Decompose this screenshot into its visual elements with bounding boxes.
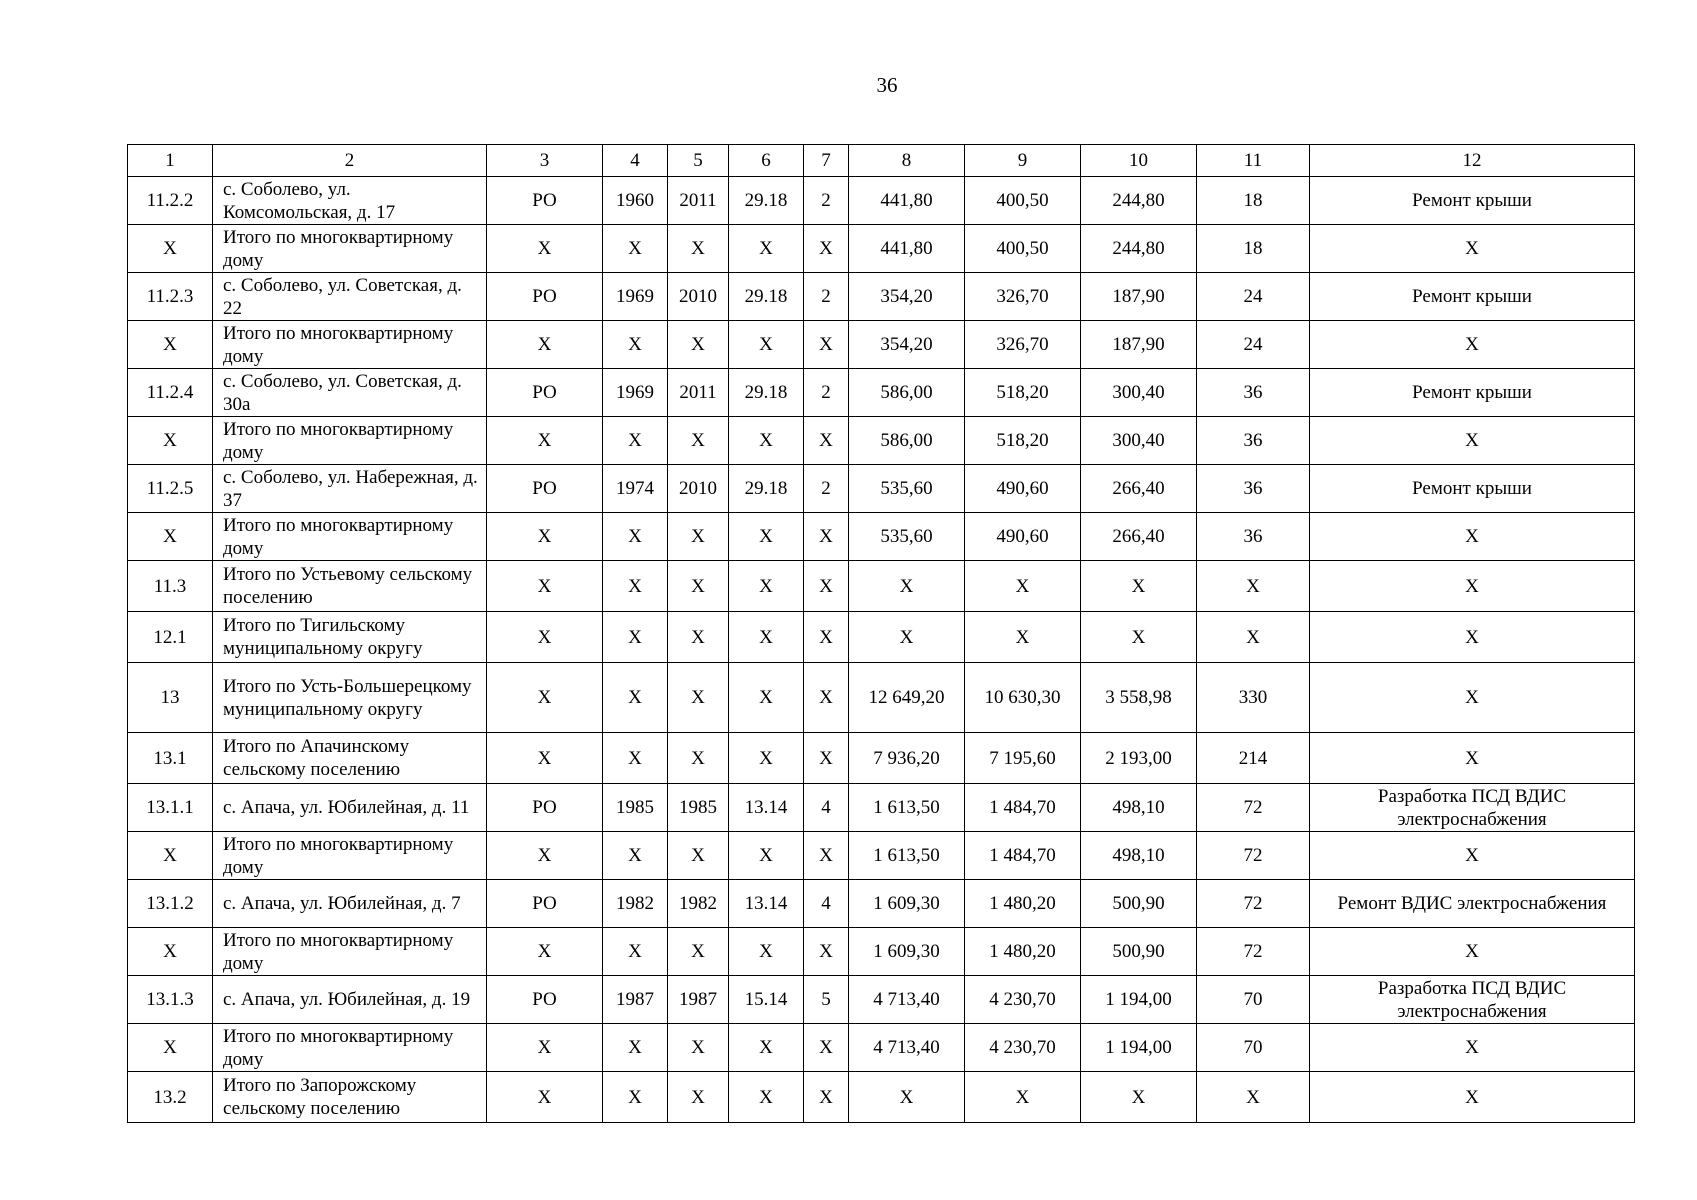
cell-col-7: Х — [804, 663, 849, 733]
cell-col-1: Х — [128, 1024, 213, 1072]
cell-col-1: Х — [128, 417, 213, 465]
cell-col-10: Х — [1081, 612, 1197, 663]
cell-col-9: Х — [965, 612, 1081, 663]
header-cell-11: 11 — [1197, 145, 1310, 177]
cell-col-3: Х — [487, 663, 603, 733]
cell-col-2: с. Соболево, ул. Набережная, д. 37 — [213, 465, 487, 513]
table-row — [128, 225, 1635, 273]
cell-col-10: 498,10 — [1081, 784, 1197, 832]
cell-col-6: 13.14 — [729, 784, 804, 832]
cell-col-2: Итого по Устьевому сельскому поселению — [213, 561, 487, 612]
cell-col-6: Х — [729, 513, 804, 561]
table-row — [128, 321, 1635, 369]
cell-col-6: Х — [729, 1072, 804, 1123]
cell-col-1: Х — [128, 513, 213, 561]
cell-col-3: Х — [487, 612, 603, 663]
table-row — [128, 177, 1635, 225]
cell-col-7: 5 — [804, 976, 849, 1024]
table-row — [128, 832, 1635, 880]
header-cell-2: 2 — [213, 145, 487, 177]
cell-col-12: Х — [1310, 663, 1635, 733]
cell-col-6: Х — [729, 832, 804, 880]
cell-col-1: 13.1.1 — [128, 784, 213, 832]
page-number: 36 — [876, 73, 898, 97]
cell-col-10: 3 558,98 — [1081, 663, 1197, 733]
cell-col-1: Х — [128, 321, 213, 369]
cell-col-3: Х — [487, 832, 603, 880]
cell-col-10: 1 194,00 — [1081, 976, 1197, 1024]
cell-col-10: 300,40 — [1081, 417, 1197, 465]
cell-col-5: 2011 — [668, 369, 729, 417]
cell-col-10: 2 193,00 — [1081, 733, 1197, 784]
cell-col-7: Х — [804, 513, 849, 561]
cell-col-2: Итого по многоквартирному дому — [213, 1024, 487, 1072]
cell-col-12: Ремонт ВДИС электроснабжения — [1310, 880, 1635, 928]
cell-col-4: Х — [603, 1024, 668, 1072]
cell-col-5: 2011 — [668, 177, 729, 225]
cell-col-12: Х — [1310, 832, 1635, 880]
cell-col-8: 4 713,40 — [849, 1024, 965, 1072]
table-row — [128, 976, 1635, 1024]
cell-col-5: Х — [668, 417, 729, 465]
cell-col-5: Х — [668, 663, 729, 733]
cell-col-3: РО — [487, 369, 603, 417]
cell-col-10: 187,90 — [1081, 321, 1197, 369]
cell-col-7: Х — [804, 733, 849, 784]
table-row — [128, 273, 1635, 321]
cell-col-4: 1987 — [603, 976, 668, 1024]
cell-col-3: РО — [487, 784, 603, 832]
cell-col-7: 2 — [804, 465, 849, 513]
cell-col-3: РО — [487, 465, 603, 513]
cell-col-7: 4 — [804, 880, 849, 928]
cell-col-10: 1 194,00 — [1081, 1024, 1197, 1072]
cell-col-10: 300,40 — [1081, 369, 1197, 417]
cell-col-1: Х — [128, 832, 213, 880]
cell-col-11: 72 — [1197, 928, 1310, 976]
cell-col-8: 586,00 — [849, 417, 965, 465]
cell-col-8: 12 649,20 — [849, 663, 965, 733]
header-cell-12: 12 — [1310, 145, 1635, 177]
cell-col-9: Х — [965, 561, 1081, 612]
cell-col-7: 2 — [804, 177, 849, 225]
cell-col-11: 330 — [1197, 663, 1310, 733]
cell-col-9: 4 230,70 — [965, 1024, 1081, 1072]
cell-col-3: РО — [487, 177, 603, 225]
cell-col-6: Х — [729, 663, 804, 733]
cell-col-12: Х — [1310, 612, 1635, 663]
cell-col-3: РО — [487, 273, 603, 321]
cell-col-4: Х — [603, 663, 668, 733]
cell-col-1: 11.3 — [128, 561, 213, 612]
cell-col-6: 29.18 — [729, 177, 804, 225]
cell-col-6: 15.14 — [729, 976, 804, 1024]
cell-col-1: 13 — [128, 663, 213, 733]
cell-col-6: Х — [729, 733, 804, 784]
cell-col-2: с. Соболево, ул. Комсомольская, д. 17 — [213, 177, 487, 225]
cell-col-5: 1987 — [668, 976, 729, 1024]
cell-col-11: 24 — [1197, 273, 1310, 321]
header-cell-6: 6 — [729, 145, 804, 177]
cell-col-1: 11.2.5 — [128, 465, 213, 513]
table-row — [128, 369, 1635, 417]
cell-col-11: 72 — [1197, 832, 1310, 880]
cell-col-12: Ремонт крыши — [1310, 177, 1635, 225]
cell-col-4: 1982 — [603, 880, 668, 928]
table-row — [128, 1072, 1635, 1123]
cell-col-12: Х — [1310, 417, 1635, 465]
cell-col-6: Х — [729, 612, 804, 663]
table-row — [128, 733, 1635, 784]
cell-col-12: Х — [1310, 225, 1635, 273]
cell-col-5: 2010 — [668, 465, 729, 513]
cell-col-9: 1 484,70 — [965, 784, 1081, 832]
cell-col-6: Х — [729, 225, 804, 273]
cell-col-4: Х — [603, 561, 668, 612]
cell-col-5: Х — [668, 1024, 729, 1072]
header-cell-7: 7 — [804, 145, 849, 177]
table-row — [128, 513, 1635, 561]
cell-col-3: Х — [487, 733, 603, 784]
cell-col-7: Х — [804, 561, 849, 612]
header-cell-8: 8 — [849, 145, 965, 177]
cell-col-12: Х — [1310, 1024, 1635, 1072]
cell-col-1: 12.1 — [128, 612, 213, 663]
cell-col-1: 13.1.3 — [128, 976, 213, 1024]
cell-col-6: 29.18 — [729, 465, 804, 513]
cell-col-2: Итого по Усть-Большерецкому муниципальному округу — [213, 663, 487, 733]
cell-col-1: 13.1.2 — [128, 880, 213, 928]
cell-col-8: 354,20 — [849, 321, 965, 369]
cell-col-4: 1985 — [603, 784, 668, 832]
cell-col-10: 244,80 — [1081, 177, 1197, 225]
cell-col-4: Х — [603, 321, 668, 369]
cell-col-3: Х — [487, 513, 603, 561]
cell-col-5: 1985 — [668, 784, 729, 832]
cell-col-1: 13.1 — [128, 733, 213, 784]
cell-col-4: Х — [603, 612, 668, 663]
cell-col-4: Х — [603, 1072, 668, 1123]
cell-col-11: 18 — [1197, 177, 1310, 225]
cell-col-6: Х — [729, 321, 804, 369]
cell-col-5: Х — [668, 225, 729, 273]
table-row — [128, 612, 1635, 663]
cell-col-8: 441,80 — [849, 225, 965, 273]
cell-col-9: 518,20 — [965, 417, 1081, 465]
cell-col-4: Х — [603, 928, 668, 976]
cell-col-8: 354,20 — [849, 273, 965, 321]
table-body — [128, 145, 1635, 1123]
cell-col-12: Ремонт крыши — [1310, 273, 1635, 321]
register-table — [127, 144, 1635, 1123]
table-row — [128, 784, 1635, 832]
cell-col-6: Х — [729, 561, 804, 612]
cell-col-2: с. Апача, ул. Юбилейная, д. 19 — [213, 976, 487, 1024]
cell-col-7: Х — [804, 225, 849, 273]
cell-col-8: 535,60 — [849, 513, 965, 561]
header-cell-3: 3 — [487, 145, 603, 177]
cell-col-7: 4 — [804, 784, 849, 832]
cell-col-3: Х — [487, 417, 603, 465]
cell-col-8: 4 713,40 — [849, 976, 965, 1024]
cell-col-9: 518,20 — [965, 369, 1081, 417]
cell-col-1: 11.2.3 — [128, 273, 213, 321]
cell-col-9: 1 484,70 — [965, 832, 1081, 880]
cell-col-2: Итого по многоквартирному дому — [213, 321, 487, 369]
table-row — [128, 880, 1635, 928]
cell-col-12: Ремонт крыши — [1310, 369, 1635, 417]
cell-col-1: 11.2.4 — [128, 369, 213, 417]
cell-col-8: 535,60 — [849, 465, 965, 513]
cell-col-11: 24 — [1197, 321, 1310, 369]
cell-col-9: 1 480,20 — [965, 928, 1081, 976]
cell-col-12: Х — [1310, 561, 1635, 612]
cell-col-4: Х — [603, 832, 668, 880]
cell-col-10: 500,90 — [1081, 928, 1197, 976]
cell-col-9: Х — [965, 1072, 1081, 1123]
cell-col-11: 36 — [1197, 513, 1310, 561]
cell-col-9: 490,60 — [965, 513, 1081, 561]
cell-col-5: Х — [668, 832, 729, 880]
cell-col-6: Х — [729, 417, 804, 465]
cell-col-10: Х — [1081, 1072, 1197, 1123]
cell-col-6: 29.18 — [729, 273, 804, 321]
cell-col-2: Итого по Запорожскому сельскому поселению — [213, 1072, 487, 1123]
cell-col-6: 29.18 — [729, 369, 804, 417]
cell-col-9: 4 230,70 — [965, 976, 1081, 1024]
cell-col-5: 2010 — [668, 273, 729, 321]
table-row — [128, 928, 1635, 976]
cell-col-5: Х — [668, 733, 729, 784]
table-row — [128, 465, 1635, 513]
table-row — [128, 561, 1635, 612]
cell-col-9: 1 480,20 — [965, 880, 1081, 928]
cell-col-8: 1 613,50 — [849, 832, 965, 880]
cell-col-10: 266,40 — [1081, 513, 1197, 561]
cell-col-11: Х — [1197, 1072, 1310, 1123]
cell-col-1: 11.2.2 — [128, 177, 213, 225]
cell-col-11: 214 — [1197, 733, 1310, 784]
header-cell-9: 9 — [965, 145, 1081, 177]
table-row — [128, 663, 1635, 733]
cell-col-10: 498,10 — [1081, 832, 1197, 880]
cell-col-7: Х — [804, 321, 849, 369]
cell-col-8: 1 609,30 — [849, 928, 965, 976]
cell-col-2: Итого по многоквартирному дому — [213, 225, 487, 273]
cell-col-4: Х — [603, 733, 668, 784]
header-cell-10: 10 — [1081, 145, 1197, 177]
cell-col-4: 1974 — [603, 465, 668, 513]
cell-col-5: Х — [668, 561, 729, 612]
cell-col-12: Х — [1310, 733, 1635, 784]
cell-col-3: Х — [487, 321, 603, 369]
cell-col-2: Итого по многоквартирному дому — [213, 513, 487, 561]
cell-col-2: с. Соболево, ул. Советская, д. 30а — [213, 369, 487, 417]
cell-col-11: 70 — [1197, 1024, 1310, 1072]
cell-col-11: 36 — [1197, 417, 1310, 465]
cell-col-12: Разработка ПСД ВДИС электроснабжения — [1310, 976, 1635, 1024]
table-row — [128, 1024, 1635, 1072]
cell-col-4: 1969 — [603, 369, 668, 417]
cell-col-6: 13.14 — [729, 880, 804, 928]
cell-col-8: 7 936,20 — [849, 733, 965, 784]
cell-col-11: 70 — [1197, 976, 1310, 1024]
cell-col-5: Х — [668, 1072, 729, 1123]
cell-col-10: 244,80 — [1081, 225, 1197, 273]
cell-col-9: 400,50 — [965, 177, 1081, 225]
cell-col-3: РО — [487, 976, 603, 1024]
cell-col-4: Х — [603, 513, 668, 561]
cell-col-9: 326,70 — [965, 321, 1081, 369]
cell-col-8: 1 609,30 — [849, 880, 965, 928]
cell-col-2: с. Апача, ул. Юбилейная, д. 11 — [213, 784, 487, 832]
cell-col-10: 266,40 — [1081, 465, 1197, 513]
cell-col-8: 441,80 — [849, 177, 965, 225]
cell-col-9: 490,60 — [965, 465, 1081, 513]
cell-col-11: 72 — [1197, 880, 1310, 928]
cell-col-11: 36 — [1197, 369, 1310, 417]
cell-col-11: Х — [1197, 612, 1310, 663]
cell-col-1: Х — [128, 928, 213, 976]
cell-col-3: Х — [487, 1024, 603, 1072]
cell-col-3: Х — [487, 561, 603, 612]
cell-col-7: Х — [804, 1024, 849, 1072]
cell-col-11: 72 — [1197, 784, 1310, 832]
cell-col-2: Итого по многоквартирному дому — [213, 417, 487, 465]
cell-col-12: Разработка ПСД ВДИС электроснабжения — [1310, 784, 1635, 832]
cell-col-8: Х — [849, 561, 965, 612]
cell-col-5: Х — [668, 612, 729, 663]
header-cell-5: 5 — [668, 145, 729, 177]
cell-col-2: Итого по Апачинскому сельскому поселению — [213, 733, 487, 784]
cell-col-9: 400,50 — [965, 225, 1081, 273]
cell-col-2: с. Апача, ул. Юбилейная, д. 7 — [213, 880, 487, 928]
cell-col-5: Х — [668, 321, 729, 369]
cell-col-9: 10 630,30 — [965, 663, 1081, 733]
cell-col-6: Х — [729, 1024, 804, 1072]
header-cell-1: 1 — [128, 145, 213, 177]
cell-col-8: Х — [849, 612, 965, 663]
table-header-row — [128, 145, 1635, 177]
cell-col-3: РО — [487, 880, 603, 928]
cell-col-5: Х — [668, 513, 729, 561]
cell-col-9: 326,70 — [965, 273, 1081, 321]
cell-col-12: Х — [1310, 1072, 1635, 1123]
header-cell-4: 4 — [603, 145, 668, 177]
cell-col-11: Х — [1197, 561, 1310, 612]
cell-col-7: Х — [804, 928, 849, 976]
cell-col-5: 1982 — [668, 880, 729, 928]
cell-col-1: 13.2 — [128, 1072, 213, 1123]
cell-col-3: Х — [487, 225, 603, 273]
cell-col-7: Х — [804, 1072, 849, 1123]
cell-col-7: 2 — [804, 369, 849, 417]
cell-col-1: Х — [128, 225, 213, 273]
cell-col-10: 187,90 — [1081, 273, 1197, 321]
cell-col-11: 36 — [1197, 465, 1310, 513]
cell-col-7: Х — [804, 832, 849, 880]
cell-col-12: Х — [1310, 321, 1635, 369]
cell-col-4: Х — [603, 225, 668, 273]
cell-col-12: Х — [1310, 928, 1635, 976]
cell-col-8: 1 613,50 — [849, 784, 965, 832]
cell-col-9: 7 195,60 — [965, 733, 1081, 784]
cell-col-2: Итого по Тигильскому муниципальному округу — [213, 612, 487, 663]
cell-col-12: Ремонт крыши — [1310, 465, 1635, 513]
cell-col-6: Х — [729, 928, 804, 976]
cell-col-3: Х — [487, 928, 603, 976]
cell-col-5: Х — [668, 928, 729, 976]
cell-col-10: Х — [1081, 561, 1197, 612]
cell-col-11: 18 — [1197, 225, 1310, 273]
cell-col-12: Х — [1310, 513, 1635, 561]
table-row — [128, 417, 1635, 465]
cell-col-7: Х — [804, 612, 849, 663]
cell-col-4: 1960 — [603, 177, 668, 225]
cell-col-2: Итого по многоквартирному дому — [213, 832, 487, 880]
cell-col-8: Х — [849, 1072, 965, 1123]
cell-col-2: с. Соболево, ул. Советская, д. 22 — [213, 273, 487, 321]
cell-col-10: 500,90 — [1081, 880, 1197, 928]
cell-col-8: 586,00 — [849, 369, 965, 417]
cell-col-3: Х — [487, 1072, 603, 1123]
cell-col-7: Х — [804, 417, 849, 465]
cell-col-7: 2 — [804, 273, 849, 321]
cell-col-4: 1969 — [603, 273, 668, 321]
cell-col-4: Х — [603, 417, 668, 465]
cell-col-2: Итого по многоквартирному дому — [213, 928, 487, 976]
